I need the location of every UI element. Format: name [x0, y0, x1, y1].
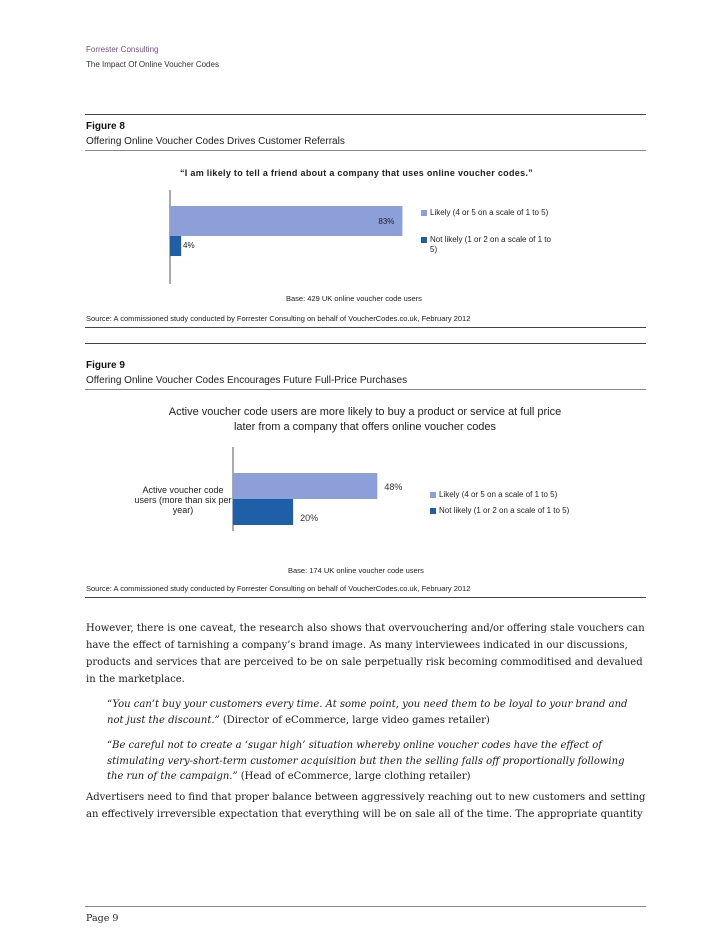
figure9-category-label-line-1: Active voucher code [142, 485, 224, 495]
figure8-base: Base: 429 UK online voucher code users [286, 294, 422, 303]
figure9-legend-likely-swatch [430, 492, 436, 498]
quote-2-text: “Be careful not to create a ‘sugar high’ situation whereby online voucher codes have the effect of stimulating very-short-term customer acquisition but then the selling falls off proportionally following the run of the campaign.” [107, 740, 625, 782]
figure9-source: Source: A commissioned study conducted by Forrester Consulting on behalf of VoucherCodes.co.uk, February 2012 [86, 584, 471, 593]
figure8-legend-likely-label: Likely (4 or 5 on a scale of 1 to 5) [430, 208, 549, 217]
figure8-source: Source: A commissioned study conducted by Forrester Consulting on behalf of VoucherCodes.co.uk, February 2012 [86, 314, 471, 323]
footer-page-number: Page 9 [86, 913, 119, 924]
figure8-bar-not-likely [170, 236, 181, 256]
figure9-bar-likely [233, 473, 377, 499]
figure9-legend-notlikely-swatch [430, 508, 436, 514]
body-paragraph-1: However, there is one caveat, the research also shows that overvouchering and/or offering stale vouchers can have the effect of tarnishing a company’s brand image. As many interviewees indicated in our discussions, products and services that are perceived to be on sale perpetually risk becoming commoditised and devalued in the marketplace. [86, 623, 645, 685]
figure9-label: Figure 9 [86, 360, 125, 371]
body-paragraph-2: Advertisers need to find that proper balance between aggressively reaching out to new customers and setting an effectively irreversible expectation that everything will be on sale all of the time. The appropriate quantity [86, 792, 646, 820]
figure8-title: Offering Online Voucher Codes Drives Customer Referrals [86, 136, 345, 147]
figure8-top-rule [85, 114, 646, 115]
figure9-chart-title-line2: later from a company that offers online voucher codes [233, 421, 497, 433]
figure9-bar-not-likely [233, 499, 293, 525]
header-brand: Forrester Consulting [86, 45, 159, 54]
figure8-bar-likely [170, 206, 402, 236]
figure9-category-label-line-3: year) [172, 505, 194, 515]
figure9-category-label-line-2: users (more than six per [134, 495, 232, 505]
figure9-bar-label-likely: 48% [384, 482, 403, 492]
quote-1 [107, 697, 637, 728]
figure9-top-rule [85, 343, 646, 344]
figure8-legend-notlikely-swatch [421, 237, 427, 243]
quote-1-attribution: (Director of eCommerce, large video games retailer) [219, 714, 490, 726]
figure8-bottom-rule [85, 327, 646, 328]
figure9-chart [85, 389, 646, 579]
figure9-bar-chart [85, 389, 646, 579]
figure8-label: Figure 8 [86, 121, 125, 132]
figure8-legend-likely-swatch [421, 210, 427, 216]
figure9-title: Offering Online Voucher Codes Encourages Future Full-Price Purchases [86, 375, 408, 386]
quote-2-attribution: (Head of eCommerce, large clothing retailer) [237, 771, 471, 782]
figure9-base: Base: 174 UK online voucher code users [288, 566, 424, 575]
figure9-legend-notlikely-label: Not likely (1 or 2 on a scale of 1 to 5) [439, 506, 570, 515]
figure8-bar-chart [85, 150, 646, 310]
figure8-bar-label-not-likely: 4% [183, 241, 195, 250]
figure8-legend-notlikely-label: Not likely (1 or 2 on a scale of 1 to 5) [430, 235, 551, 254]
header-document-title: The Impact Of Online Voucher Codes [86, 60, 219, 69]
figure9-bar-label-not-likely: 20% [300, 513, 319, 523]
figure9-chart-title-line1: Active voucher code users are more likely to buy a product or service at full price [168, 406, 562, 418]
figure8-chart [85, 150, 646, 310]
footer-rule [85, 906, 646, 907]
figure8-chart-title: “I am likely to tell a friend about a company that uses online voucher codes.” [180, 168, 533, 178]
quote-2 [107, 738, 637, 785]
figure9-bottom-rule [85, 597, 646, 598]
figure8-bar-label-likely: 83% [378, 217, 395, 226]
figure9-legend-likely-label: Likely (4 or 5 on a scale of 1 to 5) [439, 490, 558, 499]
quote-1-text: “You can’t buy your customers every time. At some point, you need them to be loyal to your brand and not just the discount.” [107, 699, 628, 726]
